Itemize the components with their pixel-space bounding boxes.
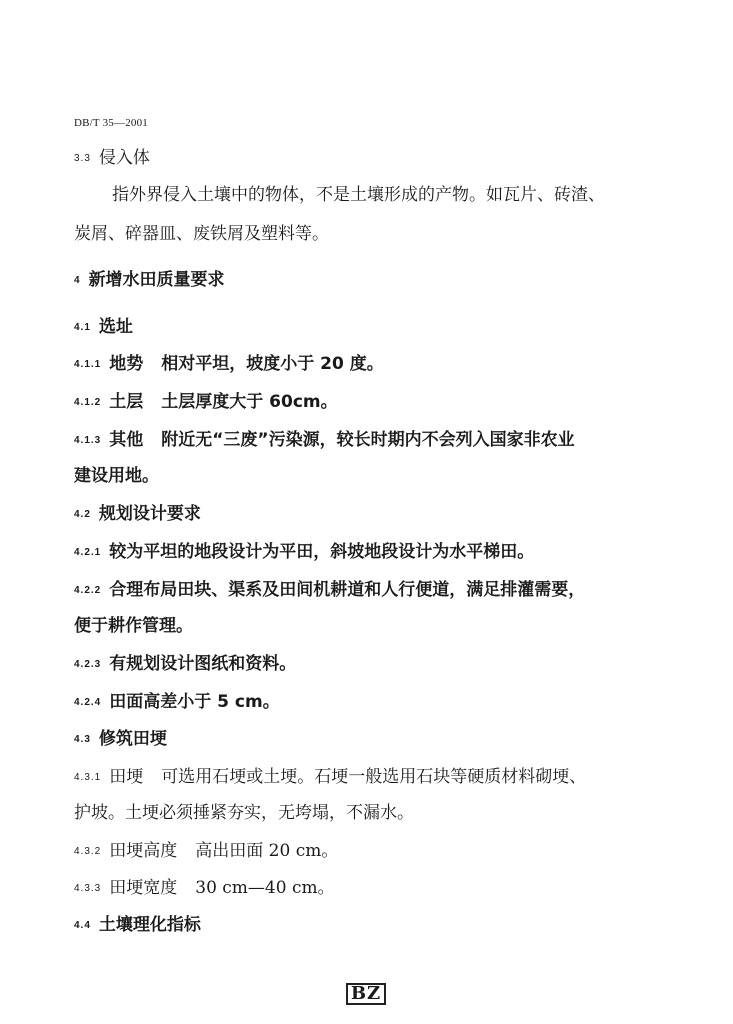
clause-text: 有规划设计图纸和资料。 [109,654,297,674]
section-title: 土壤理化指标 [98,915,201,935]
clause-text: 附近无“三废”污染源，较长时期内不会列入国家非农业 [161,430,575,450]
section-number: 4.4 [74,920,91,931]
clause-number: 4.3.3 [74,883,102,894]
clause-4-2-1 [74,540,534,565]
clause-number: 4.2.2 [74,585,102,596]
clause-4-1-2 [74,390,338,415]
clause-number: 4.1.2 [74,397,102,408]
clause-number: 4.2.1 [74,547,102,558]
section-title: 规划设计要求 [98,504,201,524]
section-4-3-heading [74,727,167,752]
section-4-1-heading [74,315,133,340]
clause-number: 4.2.4 [74,697,102,708]
section-4-4-heading [74,913,201,938]
clause-4-2-4 [74,690,280,715]
section-number: 4.3 [74,734,91,745]
section-4-heading [74,268,225,293]
clause-text: 相对平坦，坡度小于 20 度。 [161,354,384,374]
clause-continuation: 便于耕作管理。 [74,616,193,636]
clause-text: 高出田面 20 cm。 [195,841,339,861]
clause-continuation: 护坡。土埂必须捶紧夯实，无垮塌，不漏水。 [74,803,414,823]
clause-number: 4.2.3 [74,659,102,670]
clause-term: 田埂宽度 [109,878,178,898]
clause-number: 4.3.1 [74,772,102,783]
section-number: 4.2 [74,509,91,520]
clause-text: 30 cm—40 cm。 [195,878,335,898]
section-number: 3.3 [74,153,91,164]
clause-term: 其他 [109,430,144,450]
clause-4-2-2 [74,578,585,603]
clause-term: 田埂 [109,767,144,787]
clause-number: 4.1.1 [74,359,102,370]
clause-text: 可选用石埂或土埂。石埂一般选用石块等硬质材料砌埂、 [161,767,587,787]
clause-4-3-2 [74,839,338,864]
clause-4-1-3 [74,428,575,453]
clause-text: 土层厚度大于 60cm。 [161,392,338,412]
clause-continuation: 建设用地。 [74,466,159,486]
section-3-3-heading [74,146,150,171]
section-number: 4.1 [74,322,91,333]
bz-logo [344,983,388,1005]
clause-4-3-1 [74,765,586,790]
standard-code: DB/T 35—2001 [74,117,149,129]
paragraph-line: 炭屑、碎器皿、废铁屑及塑料等。 [74,224,329,244]
clause-term: 田埂高度 [109,841,178,861]
section-title: 新增水田质量要求 [88,270,225,290]
clause-text: 田面高差小于 5 cm。 [109,692,280,712]
paragraph-line: 指外界侵入土壤中的物体，不是土壤形成的产物。如瓦片、砖渣、 [112,185,605,205]
section-title: 侵入体 [98,148,150,168]
clause-4-1-1 [74,352,384,377]
clause-text: 较为平坦的地段设计为平田，斜坡地段设计为水平梯田。 [109,542,535,562]
clause-term: 地势 [109,354,144,374]
section-4-2-heading [74,502,201,527]
clause-term: 土层 [109,392,144,412]
section-title: 修筑田埂 [98,729,167,749]
clause-text: 合理布局田块、渠系及田间机耕道和人行便道，满足排灌需要， [109,580,586,600]
clause-4-3-3 [74,876,335,901]
clause-number: 4.3.2 [74,846,102,857]
section-number: 4 [74,275,81,286]
clause-4-2-3 [74,652,296,677]
bz-logo-text: BZ [346,983,386,1005]
clause-number: 4.1.3 [74,435,102,446]
section-title: 选址 [98,317,133,337]
